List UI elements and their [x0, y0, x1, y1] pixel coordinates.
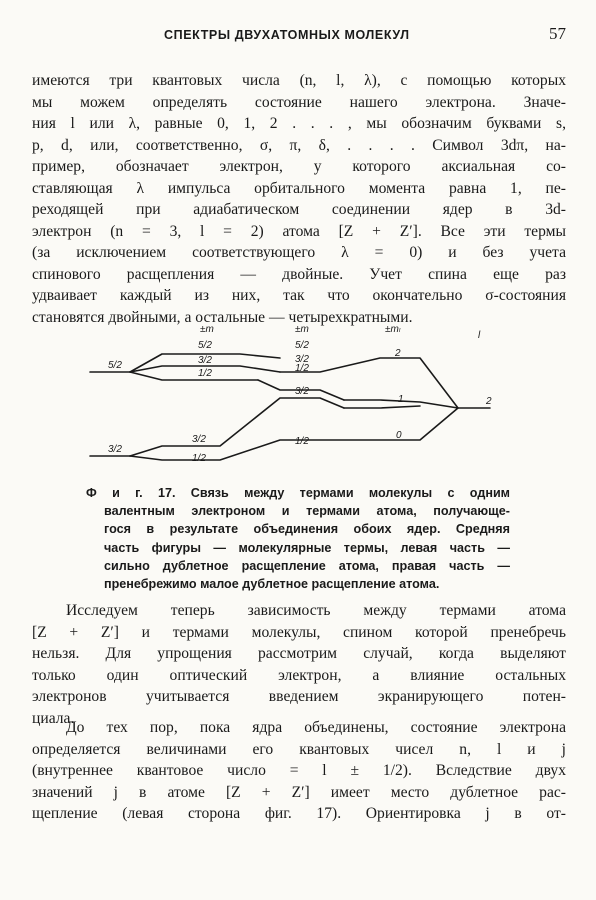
- caption-line: пренебрежимо малое дублетное расщепление атома.: [104, 577, 440, 592]
- diagram-label: 3/2: [198, 355, 212, 366]
- text-line: мы можем определять состояние нашего электрона. Значе-: [32, 93, 566, 111]
- diagram-line: [344, 406, 420, 408]
- diagram-label: l: [478, 330, 481, 341]
- diagram-label: 2: [486, 396, 492, 407]
- diagram-line: [130, 398, 344, 456]
- text-line: До тех пор, пока ядра объединены, состояние электрона: [66, 719, 566, 736]
- diagram-label: 2: [395, 348, 401, 359]
- caption-line: часть фигуры — молекулярные термы, левая часть —: [104, 540, 510, 555]
- text-line: Исследуем теперь зависимость между термами атома: [66, 602, 566, 619]
- running-title: СПЕКТРЫ ДВУХАТОМНЫХ МОЛЕКУЛ: [164, 28, 410, 42]
- caption-line: валентным электроном и термами атома, получающе-: [104, 504, 510, 519]
- diagram-line: [130, 372, 258, 380]
- text-line: ставляющая λ импульса орбитального момента равна 1, пе-: [32, 179, 566, 197]
- page-header: [34, 24, 566, 48]
- page-number: 57: [549, 24, 566, 43]
- diagram-label: 1/2: [192, 453, 206, 464]
- diagram-label: 5/2: [198, 340, 212, 351]
- diagram-label: ±mₗ: [385, 324, 401, 335]
- diagram-line: [130, 408, 458, 460]
- diagram-label: ±m: [200, 324, 214, 335]
- text-line: спинового расщепления — двойные. Учет спина еще раз: [32, 265, 566, 283]
- diagram-label: 5/2: [295, 340, 309, 351]
- diagram-label: 3/2: [192, 434, 206, 445]
- diagram-label: 1: [398, 394, 404, 405]
- text-line: только один оптический электрон, а влияние остальных: [32, 666, 566, 684]
- paragraph-1: [32, 70, 566, 328]
- text-line: p, d, или, соответственно, σ, π, δ, . . . . Символ 3dπ, на-: [32, 136, 566, 154]
- text-line: определяется величинами его квантовых чисел n, l и j: [32, 740, 566, 758]
- text-line: [Z + Z′] и термами молекулы, спином которой пренебречь: [32, 623, 566, 641]
- text-line: ния l или λ, равные 0, 1, 2 . . . , мы обозначим буквами s,: [32, 115, 566, 132]
- text-line: (за исключением соответствующего λ = 0) и без учета: [32, 244, 566, 261]
- diagram-label: 3/2: [108, 444, 122, 455]
- text-line: удваивает каждый из них, так что окончательно σ-состояния: [32, 287, 566, 304]
- diagram-label: 3/2: [295, 354, 309, 365]
- text-line: значений j в атоме [Z + Z′] имеет место дублетное рас-: [32, 783, 566, 801]
- diagram-label: 0: [396, 430, 402, 441]
- caption-line: сильно дублетное расщепление атома, правая часть —: [104, 558, 510, 573]
- diagram-label: 3/2: [295, 386, 309, 397]
- diagram-label: 5/2: [108, 360, 122, 371]
- diagram-label: ±m: [295, 324, 309, 335]
- text-line: циала.: [32, 709, 75, 727]
- caption-line: Ф и г. 17. Связь между термами молекулы с одним: [86, 486, 510, 500]
- paragraph-2: [32, 600, 566, 729]
- text-line: становятся двойными, а остальные — четырехкратными.: [32, 308, 413, 326]
- diagram-label: 1/2: [295, 436, 309, 447]
- text-line: щепление (левая сторона фиг. 17). Ориентировка j в от-: [32, 805, 566, 822]
- text-line: электронов учитывается введением экранирующего потен-: [32, 688, 566, 705]
- figure-17-term-diagram: [80, 318, 520, 478]
- text-line: пример, обозначает электрон, у которого аксиальная со-: [32, 158, 566, 175]
- text-line: электрон (n = 3, l = 2) атома [Z + Z′]. Все эти термы: [32, 222, 566, 240]
- text-line: нельзя. Для упрощения рассмотрим случай, когда выделяют: [32, 645, 566, 662]
- diagram-label: 1/2: [198, 368, 212, 379]
- text-line: имеются три квантовых числа (n, l, λ), с помощью которых: [32, 72, 566, 89]
- caption-line: гося в результате объединения обоих ядер. Средняя: [104, 522, 510, 537]
- figure-caption: [86, 484, 510, 593]
- text-line: (внутреннее квантовое число = l ± 1/2). Вследствие двух: [32, 762, 566, 779]
- paragraph-3: [32, 717, 566, 825]
- text-line: реходящей при адиабатическом соединении ядер в 3d-: [32, 201, 566, 218]
- diagram-label: 1/2: [295, 363, 309, 374]
